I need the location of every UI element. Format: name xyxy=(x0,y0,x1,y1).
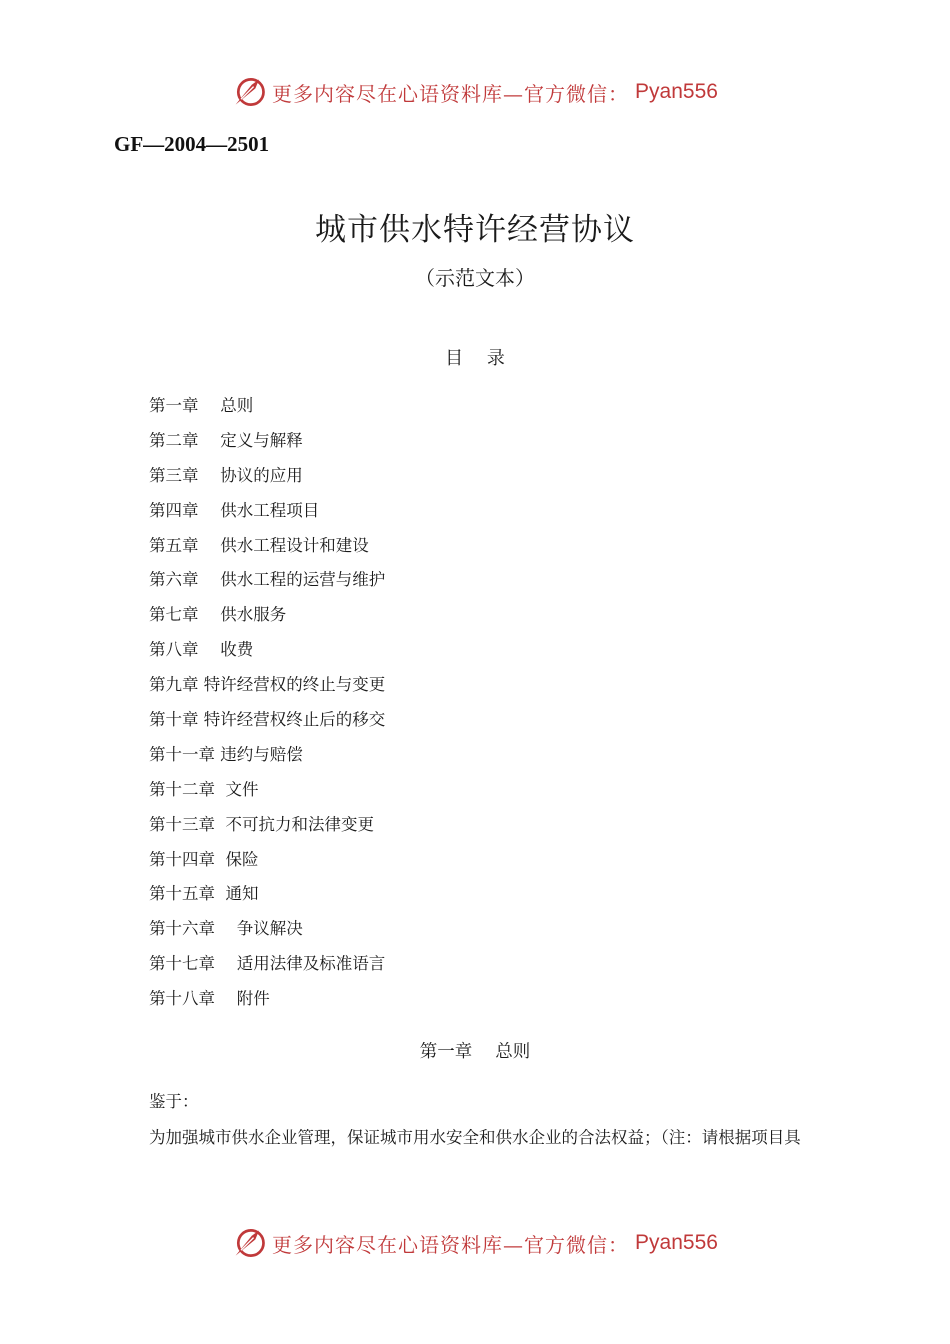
toc-item-12: 第十二章 文件 xyxy=(149,779,259,799)
toc-item-18: 第十八章 附件 xyxy=(149,989,270,1009)
header-banner-text: 更多内容尽在心语资料库—官方微信： xyxy=(272,81,630,106)
toc-item-16: 第十六章 争议解决 xyxy=(149,919,303,939)
toc-item-9: 第九章 特许经营权的终止与变更 xyxy=(149,675,386,695)
toc-item-13: 第十三章 不可抗力和法律变更 xyxy=(149,814,374,834)
toc-heading: 目 录 xyxy=(445,348,505,369)
quill-pen-logo-icon xyxy=(232,1225,268,1261)
toc-item-15: 第十五章 通知 xyxy=(149,884,259,904)
paragraph-body: 为加强城市供水企业管理，保证城市用水安全和供水企业的合法权益；（注：请根据项目具 xyxy=(149,1128,801,1147)
paragraph-whereas: 鉴于： xyxy=(149,1092,199,1111)
header-banner-content xyxy=(232,74,718,110)
header-banner xyxy=(0,72,950,112)
document-subtitle: （示范文本） xyxy=(415,266,535,290)
toc-item-1: 第一章 总则 xyxy=(149,396,254,415)
footer-banner-wechat-id[interactable]: Pyan556 xyxy=(635,1231,718,1254)
header-banner-wechat-id[interactable]: Pyan556 xyxy=(635,80,718,103)
toc-item-17: 第十七章 适用法律及标准语言 xyxy=(149,954,386,974)
document-code: GF—2004—2501 xyxy=(114,132,270,156)
footer-banner-content xyxy=(232,1225,718,1261)
table-of-contents xyxy=(149,395,385,1023)
toc-item-14: 第十四章 保险 xyxy=(149,849,259,869)
toc-item-2: 第二章 定义与解释 xyxy=(149,430,303,450)
quill-pen-logo-icon xyxy=(232,74,268,110)
toc-item-6: 第六章 供水工程的运营与维护 xyxy=(149,570,386,590)
toc-item-8: 第八章 收费 xyxy=(149,640,254,660)
toc-item-10: 第十章 特许经营权终止后的移交 xyxy=(149,710,386,730)
toc-item-3: 第三章 协议的应用 xyxy=(149,465,303,485)
toc-item-11: 第十一章 违约与赔偿 xyxy=(149,744,303,764)
toc-item-4: 第四章 供水工程项目 xyxy=(149,500,320,520)
chapter-1-heading: 第一章 总则 xyxy=(419,1042,531,1062)
footer-banner xyxy=(0,1223,950,1263)
footer-banner-text: 更多内容尽在心语资料库—官方微信： xyxy=(272,1232,630,1257)
toc-item-5: 第五章 供水工程设计和建设 xyxy=(149,535,369,555)
toc-item-7: 第七章 供水服务 xyxy=(149,605,287,625)
document-title: 城市供水特许经营协议 xyxy=(315,212,635,248)
